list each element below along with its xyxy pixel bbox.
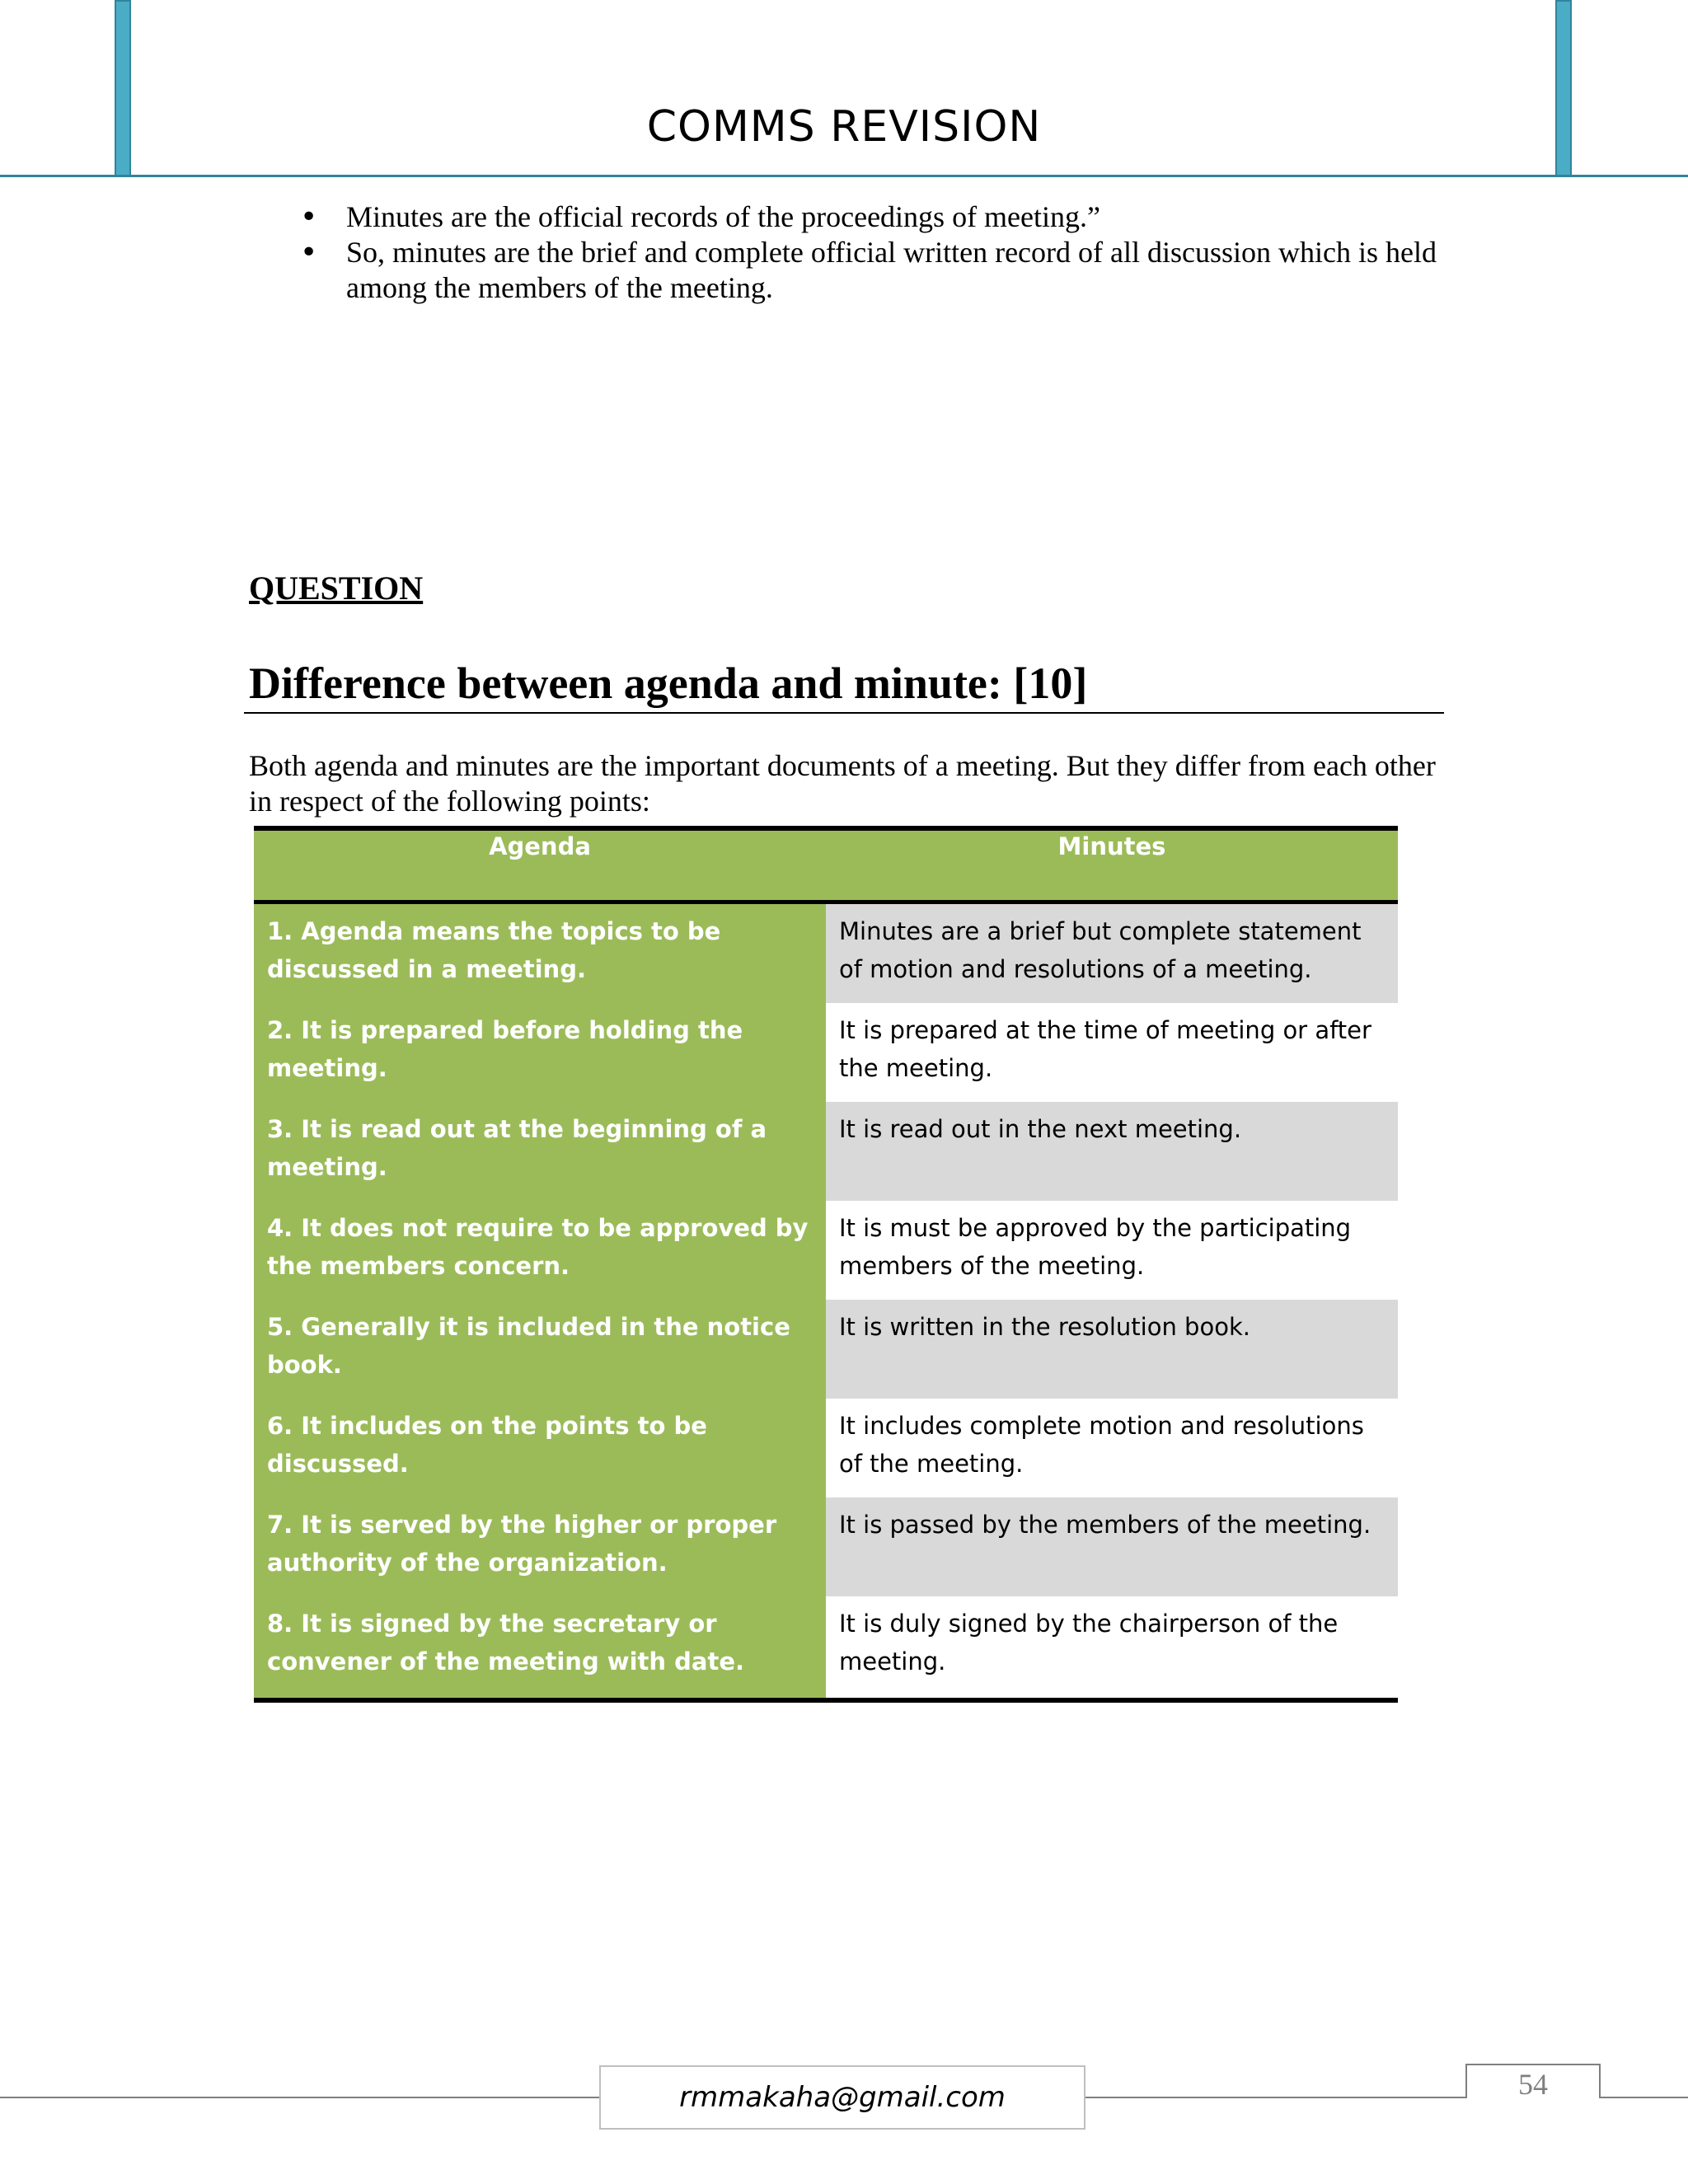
table-row (254, 1596, 1398, 1695)
table-row (254, 1497, 1398, 1596)
minutes-cell: It includes complete motion and resolutions of the meeting. (839, 1412, 1364, 1478)
bullet-item (300, 199, 1442, 235)
minutes-cell: Minutes are a brief but complete statement of motion and resolutions of a meeting. (826, 904, 1398, 1003)
footer-rule-middle (1085, 2097, 1465, 2098)
agenda-cell: 8. It is signed by the secretary or convener of the meeting with date. (267, 1610, 745, 1675)
minutes-cell: It is duly signed by the chairperson of the meeting. (839, 1610, 1339, 1675)
footer-email: rmmakaha@gmail.com (599, 2065, 1085, 2130)
agenda-cell: 6. It includes on the points to be discussed. (267, 1412, 707, 1478)
table-row (254, 1003, 1398, 1102)
bullet-text: So, minutes are the brief and complete official written record of all discussion which is held among the members of the meeting. (346, 236, 1437, 304)
minutes-cell: It is read out in the next meeting. (826, 1102, 1398, 1201)
footer-rule-right (1601, 2097, 1688, 2098)
intro-paragraph: Both agenda and minutes are the important documents of a meeting. But they differ from each other in respect of the following points: (249, 749, 1436, 818)
question-label: QUESTION (249, 569, 424, 607)
minutes-cell: It is must be approved by the participating members of the meeting. (839, 1214, 1352, 1280)
column-header-agenda: Agenda (489, 832, 591, 860)
agenda-cell: 1. Agenda means the topics to be discussed in a meeting. (267, 917, 721, 983)
column-header-minutes: Minutes (1057, 832, 1166, 860)
bullet-icon: • (300, 200, 318, 234)
heading-underline (244, 712, 1444, 714)
bullet-item (300, 235, 1442, 306)
minutes-cell: It is written in the resolution book. (826, 1300, 1398, 1399)
agenda-cell: 3. It is read out at the beginning of a meeting. (267, 1115, 767, 1181)
table-row (254, 1201, 1398, 1300)
table-bottom-border (254, 1698, 1398, 1703)
table-row (254, 904, 1398, 1003)
bullet-icon: • (300, 236, 318, 269)
minutes-cell: It is passed by the members of the meeting. (826, 1497, 1398, 1596)
agenda-cell: 4. It does not require to be approved by the members concern. (267, 1214, 809, 1280)
minutes-cell: It is prepared at the time of meeting or after the meeting. (839, 1016, 1372, 1082)
section-heading: Difference between agenda and minute: [10] (249, 658, 1088, 708)
page-header-title: COMMS REVISION (646, 102, 1042, 152)
table-row (254, 1399, 1398, 1497)
table-row (254, 1300, 1398, 1399)
agenda-cell: 7. It is served by the higher or proper authority of the organization. (267, 1511, 777, 1577)
agenda-cell: 5. Generally it is included in the notice book. (267, 1313, 790, 1379)
table-row (254, 1102, 1398, 1201)
footer-rule-left (0, 2097, 599, 2098)
header-rule (0, 175, 1688, 177)
bullet-text: Minutes are the official records of the proceedings of meeting.” (346, 200, 1100, 233)
page-number: 54 (1518, 2068, 1548, 2101)
comparison-table (254, 826, 1398, 1703)
agenda-cell: 2. It is prepared before holding the meeting. (267, 1016, 743, 1082)
bullet-list (300, 199, 1442, 306)
